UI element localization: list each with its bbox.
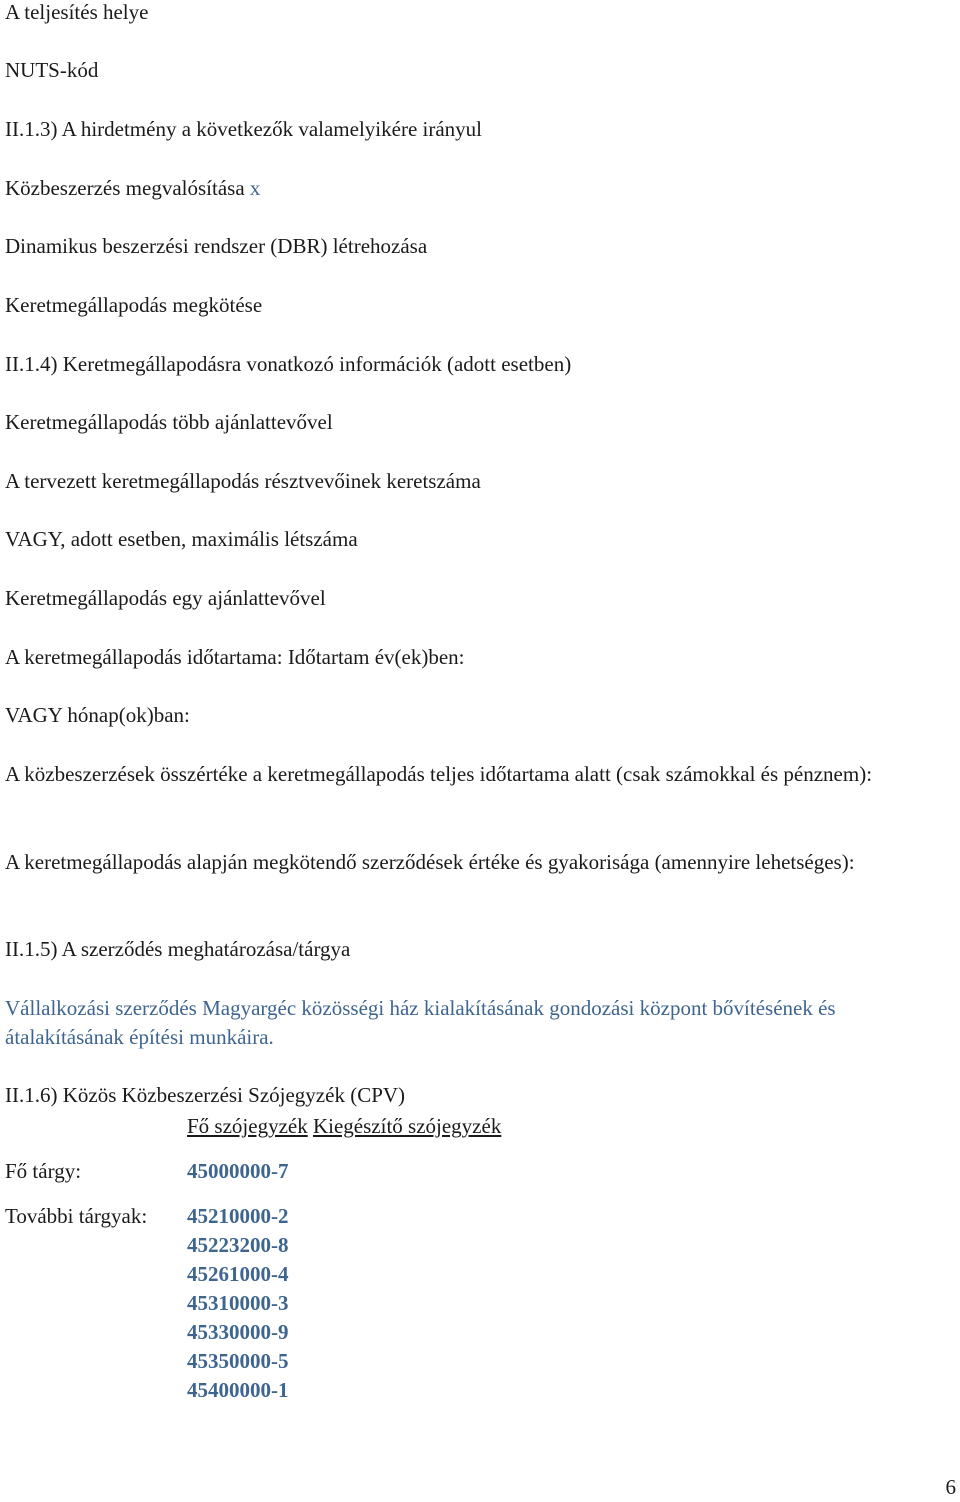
cpv-main-row <box>5 1157 187 1186</box>
fw-multiple: Keretmegállapodás több ajánlattevővel <box>5 410 333 434</box>
fw-max-participants: VAGY, adott esetben, maximális létszáma <box>5 527 358 551</box>
page-number: 6 <box>945 1475 956 1499</box>
fw-planned-participants: A tervezett keretmegállapodás résztvevőinek keretszáma <box>5 469 481 493</box>
option-dps: Dinamikus beszerzési rendszer (DBR) létrehozása <box>5 234 428 258</box>
selected-mark: x <box>249 176 261 200</box>
cpv-additional-code: 45330000-9 <box>187 1320 289 1344</box>
supp-vocab-header: Kiegészítő szójegyzék <box>312 1114 502 1138</box>
section-heading-114: II.1.4) Keretmegállapodásra vonatkozó információk (adott esetben) <box>5 352 572 376</box>
section-heading-113: II.1.3) A hirdetmény a következők valamelyikére irányul <box>5 117 483 141</box>
fw-duration: A keretmegállapodás időtartama: Időtartam év(ek)ben: <box>5 645 465 669</box>
cpv-additional-code: 45310000-3 <box>187 1291 289 1315</box>
cpv-main-code: 45000000-7 <box>187 1159 289 1183</box>
cpv-main-label: Fő tárgy: <box>5 1159 82 1183</box>
cpv-additional-code: 45210000-2 <box>187 1204 289 1228</box>
cpv-additional-code: 45350000-5 <box>187 1349 289 1373</box>
section-heading-115: II.1.5) A szerződés meghatározása/tárgya <box>5 937 351 961</box>
cpv-additional-code: 45261000-4 <box>187 1262 289 1286</box>
cpv-additional-code: 45223200-8 <box>187 1233 289 1257</box>
contract-description: Vállalkozási szerződés Magyargéc közösségi ház kialakításának gondozási központ bővítésének és átalakításának építési munkáira. <box>5 996 836 1049</box>
option-label: Közbeszerzés megvalósítása <box>5 176 245 200</box>
fw-total-value: A közbeszerzések összértéke a keretmegállapodás teljes időtartama alatt (csak számokkal és pénznem): <box>5 762 873 786</box>
fw-months: VAGY hónap(ok)ban: <box>5 703 190 727</box>
option-public-procurement <box>5 174 260 203</box>
nuts-code: NUTS-kód <box>5 58 99 82</box>
cpv-vocab-headers <box>187 1112 501 1141</box>
section-heading-116: II.1.6) Közös Közbeszerzési Szójegyzék (CPV) <box>5 1083 406 1107</box>
fw-single: Keretmegállapodás egy ajánlattevővel <box>5 586 326 610</box>
main-vocab-header: Fő szójegyzék <box>187 1114 308 1138</box>
option-framework: Keretmegállapodás megkötése <box>5 293 263 317</box>
cpv-additional-label: További tárgyak: <box>5 1204 148 1228</box>
cpv-additional-code: 45400000-1 <box>187 1378 289 1402</box>
cpv-additional-row <box>5 1202 187 1231</box>
fw-contract-value: A keretmegállapodás alapján megkötendő szerződések értéke és gyakorisága (amennyire lehetséges): <box>5 850 855 874</box>
place-heading: A teljesítés helye <box>5 0 149 24</box>
